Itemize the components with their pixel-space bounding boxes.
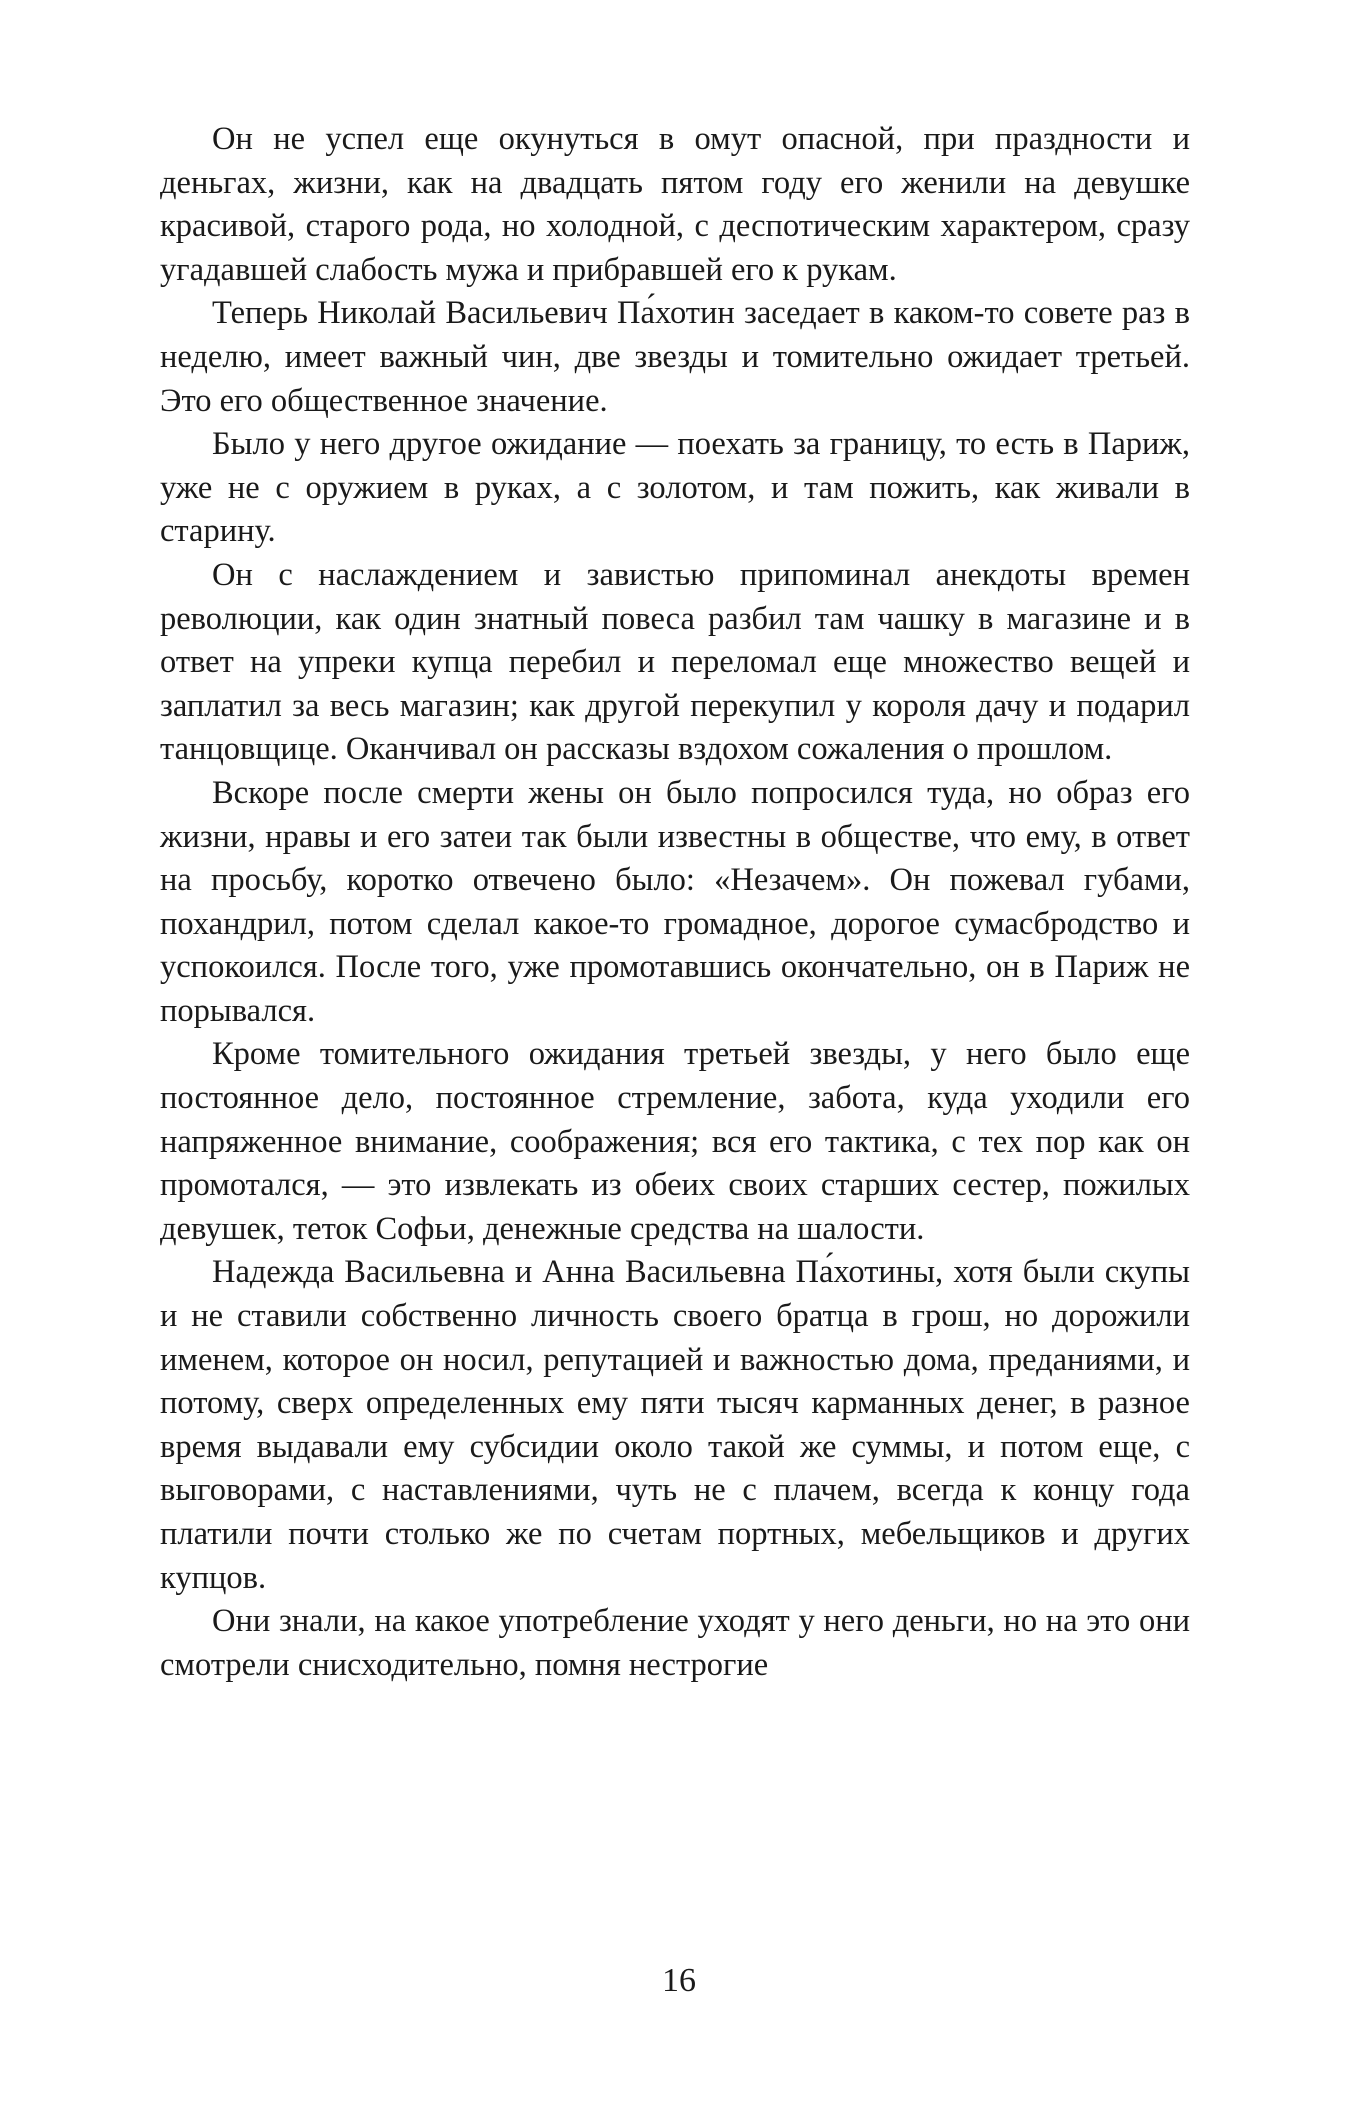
paragraph: Они знали, на какое употребление уходят у него деньги, но на это они смотрели снисходительно, помня нестрогие	[160, 1603, 1190, 1683]
page-number: 16	[662, 1962, 696, 1999]
paragraph: Вскоре после смерти жены он было попросился туда, но образ его жизни, нравы и его затеи так были известны в обществе, что ему, в ответ на просьбу, коротко отвечено было: «Незачем». Он пожевал губами, похандрил, потом сделал какое-то громадное, дорогое сумасбродство и успокоился. После того, уже промотавшись окончательно, он в Париж не порывался.	[160, 774, 1190, 1029]
paragraph: Он не успел еще окунуться в омут опасной, при праздности и деньгах, жизни, как на двадцать пятом году его женили на девушке красивой, старого рода, но холодной, с деспотическим характером, сразу угадавшей слабость мужа и прибравшей его к рукам.	[160, 121, 1190, 288]
paragraph: Было у него другое ожидание — поехать за границу, то есть в Париж, уже не с оружием в руках, а с золотом, и там пожить, как живали в старину.	[160, 426, 1190, 550]
paragraph: Он с наслаждением и завистью припоминал анекдоты времен революции, как один знатный повеса разбил там чашку в магазине и в ответ на упреки купца перебил и переломал еще множество вещей и заплатил за весь магазин; как другой перекупил у короля дачу и подарил танцовщице. Оканчивал он рассказы вздохом сожаления о прошлом.	[160, 556, 1190, 768]
paragraph: Теперь Николай Васильевич Па́хотин заседает в каком-то совете раз в неделю, имеет важный чин, две звезды и томительно ожидает третьей. Это его общественное значение.	[160, 295, 1190, 419]
paragraph: Надежда Васильевна и Анна Васильевна Па́хотины, хотя были скупы и не ставили собственно личность своего братца в грош, но дорожили именем, которое он носил, репутацией и важностью дома, преданиями, и потому, сверх определенных ему пяти тысяч карманных денег, в разное время выдавали ему субсидии около такой же суммы, и потом еще, с выговорами, с наставлениями, чуть не с плачем, всегда к концу года платили почти столько же по счетам портных, мебельщиков и других купцов.	[160, 1254, 1190, 1596]
paragraph: Кроме томительного ожидания третьей звезды, у него было еще постоянное дело, постоянное стремление, забота, куда уходили его напряженное внимание, соображения; вся его тактика, с тех пор как он промотался, — это извлекать из обеих своих старших сестер, пожилых девушек, теток Софьи, денежные средства на шалости.	[160, 1036, 1190, 1247]
body-text	[160, 118, 1190, 1687]
